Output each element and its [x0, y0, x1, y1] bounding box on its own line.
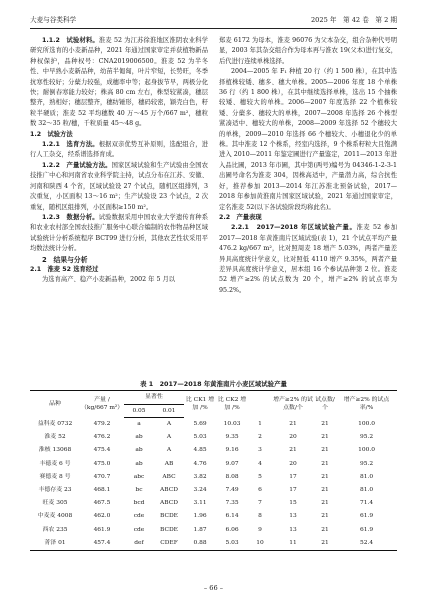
table-cell: cde — [133, 526, 145, 533]
table-cell: 61.9 — [359, 513, 374, 520]
table-row — [30, 431, 397, 444]
table-cell: 7.49 — [225, 487, 239, 494]
table-cell: 17 — [289, 487, 297, 494]
table-cell: 8 — [258, 513, 262, 520]
table-body — [30, 418, 397, 551]
th-sites-total: 试点数/个 — [314, 391, 336, 418]
table-cell: 71.4 — [359, 500, 374, 507]
subheading-breeding-process: 2.1 淮麦 52 选育经过 — [30, 265, 99, 273]
table-cell: 淮麦 52 — [44, 434, 66, 441]
table-cell: 15 — [289, 500, 297, 507]
table-cell: 20 — [289, 460, 297, 467]
table-cell: 457.4 — [80, 537, 124, 551]
table-cell: 81.0 — [359, 473, 374, 480]
table-cell: 11 — [272, 537, 314, 551]
table-cell: 6 — [258, 487, 262, 494]
left-column — [30, 36, 208, 286]
table-cell: 赛德麦 8 号 — [39, 473, 71, 480]
th-variety: 品种 — [30, 391, 80, 418]
table-row — [30, 418, 397, 432]
table-cell: cde — [133, 513, 145, 520]
table-cell: 21 — [321, 420, 329, 427]
para-breeding-method: 1.2.1 选育方法。根据双亲优势互补原则，选配组合，进行人工杂交，经系谱选择育成。 — [30, 141, 208, 159]
table-cell: 旺麦 305 — [42, 500, 68, 507]
section-heading-results: 2 结果与分析 — [42, 255, 88, 264]
table-cell: 1.96 — [193, 513, 207, 520]
th-yield: 产量 /（kg/667 m²） — [80, 391, 124, 418]
table-cell: 5.03 — [193, 434, 207, 441]
table-cell: 1 — [258, 420, 262, 427]
body-columns — [30, 36, 397, 372]
table-cell: 100.0 — [358, 420, 375, 427]
table-cell: A — [166, 421, 172, 427]
para-yield-method: 1.2.2 产量试验方法。国家区域试验和生产试验由全国农技推广中心和河南省农业科学院主持，试点分布在江苏、安徽、河南和陕西 4 个省，区域试验设 27 个试点，随机区组排列，3 次重复，小区面积 13～16 m²；生产试验设 23 个试点，2 次重复，随机区组排列，小区面积≥150 m²。 — [30, 161, 208, 211]
table-cell: 21 — [321, 500, 329, 507]
table-cell: 丰德存麦 23 — [38, 487, 72, 494]
table-cell: 21 — [321, 487, 329, 494]
issue-info: 2025 年 第 42 卷 第 2 期 — [310, 16, 397, 24]
table-cell: CDEF — [154, 537, 184, 551]
table-cell: 9.16 — [225, 447, 239, 454]
yield-table — [30, 390, 397, 551]
table-cell: 20 — [289, 434, 297, 441]
table-cell: 61.9 — [359, 526, 374, 533]
subheading-methods: 1.2 试验方法 — [30, 130, 73, 138]
table-cell: 5 — [258, 473, 262, 480]
table-row — [30, 510, 397, 523]
table-cell: 7.35 — [225, 500, 239, 507]
table-cell: abc — [133, 473, 145, 480]
table-cell: 3.11 — [193, 500, 207, 507]
table-cell: 中麦麦 4008 — [37, 513, 73, 520]
table-cell: 81.0 — [359, 487, 374, 494]
table-cell: 467.5 — [93, 500, 111, 507]
table-cell: 468.1 — [93, 487, 111, 494]
table-cell: ABCD — [160, 500, 178, 507]
table-cell: def — [124, 537, 154, 551]
table-cell: 2 — [258, 434, 262, 441]
table-row — [30, 484, 397, 497]
para-regional-trial: 2.2.1 2017—2018 年区域试验产量。淮麦 52 参加 2017—2018 年黄淮南片区域试验(表 1)，21 个试点平均产量 476.2 kg/667 m²，比对照周麦 18 增产 5.03%，两者产量差异具高度统计学意义，比对照低 4110 增产 9.35%，两者产量差异具高度统计学意义，居本组 16 个参试品种第 2 位。淮麦 52 增产≥2% 的试点数为 20 个，增产≥2% 的试点率为 95.2%。 — [219, 224, 397, 294]
table-cell: 4 — [258, 460, 262, 467]
table-cell: a — [137, 421, 141, 427]
table-cell: 8.08 — [225, 473, 239, 480]
table-cell: 95.2 — [359, 460, 374, 467]
table-cell: 1.87 — [193, 526, 207, 533]
table-1 — [30, 378, 397, 551]
th-vs-ck1: 比 CK1 增加 /% — [184, 391, 216, 418]
table-cell: A — [166, 447, 172, 454]
table-row — [30, 537, 397, 551]
table-cell: 95.2 — [359, 434, 374, 441]
th-significance: 显著性 — [124, 391, 184, 405]
table-cell: 21 — [314, 537, 336, 551]
table-cell: 3.82 — [193, 473, 207, 480]
table-cell: A — [166, 434, 172, 441]
table-cell: 丰徳麦 6 号 — [39, 460, 71, 467]
table-row — [30, 458, 397, 471]
running-header — [30, 14, 397, 26]
table-caption: 表 1 2017—2018 年黄淮南片小麦区域试验产量 — [140, 380, 287, 388]
table-cell: 4.85 — [193, 447, 207, 454]
para-breeding-process: 为选育高产、稳产小麦新品种，2002 年 5 月以 — [42, 276, 176, 284]
table-cell: 4.76 — [193, 460, 207, 467]
table-cell: 21 — [321, 434, 329, 441]
para-material: 1.1.2 试验材料。淮麦 52 为江苏徐淮地区淮阴农业科学研究所选育的小麦新品种，2021 年通过国家审定并获植物新品种权保护，品种权号：CNA20190065​00。淮麦 52 为半冬性、中早熟小麦新品种，幼苗半匍匐，叶片窄短，长势旺，冬季抗寒性较好；分蘖力较强，成穗率中等；起身拔节早，两极分化快；耐倒春寒能力较好；株高 80 cm 左右，株型较紧凑，穗层整齐，熟相好；穗层整齐，穗纺锤形，穗码较密，颖壳白色，籽粒半硬质；淮麦 52 平均穗数 40 万～45 万个/667 m²，穗粒数 32～35 粒/穗，千粒质量 45～48 g。 — [30, 37, 208, 128]
table-cell: 3 — [258, 447, 262, 454]
table-cell: 5.03 — [216, 537, 248, 551]
table-cell: 0.88 — [184, 537, 216, 551]
table-cell: 6.06 — [225, 526, 239, 533]
table-cell: 462.0 — [93, 513, 111, 520]
table-cell: 21 — [321, 460, 329, 467]
table-cell: 9.35 — [225, 434, 239, 441]
table-cell: 21 — [321, 526, 329, 533]
table-cell: 21 — [289, 420, 297, 427]
table-cell: 6.14 — [225, 513, 239, 520]
th-vs-ck2: 比 CK2 增加 /% — [216, 391, 248, 418]
table-cell: ABC — [162, 473, 176, 480]
table-cell: 7 — [258, 500, 262, 507]
table-cell: 益科麦 0732 — [37, 420, 73, 427]
table-cell: 461.9 — [93, 526, 111, 533]
table-cell: ab — [135, 447, 143, 454]
table-cell: 西农 235 — [42, 526, 68, 533]
para-selection: 2004—2005 年 F₁ 种植 20 行（约 1 500 株），在其中选择植株较矮、穗多、穗大单株。2005—2006 年度 18 个单株 36 行（约 1 800 株），在其中继续选择单株，选出 15 个抽株较矮、穗较大的单株。2006—2007 年度选择 22 个植株较矮、分蘖多、穗较大的单株，2007—2008 年选择 26 个株型紧凑适中、穗较大的单株，2008—2009 年选择 52 个穗较大的单株，2009—2010 年选择 66 个穗较大、小穗退化少的单株。其中淮麦 12 个株系，经室内选择，9 个株系籽粒大且饱满进入 2010—2011 年鉴定圃进行产量鉴定，2011—2013 年进入品比圃，2013 年市圃，其中第(两号)编号为 04346-1-2-3-1 出圃号命名为淮麦 304，因株高适中，产量潜力高，综合抗性好，推荐参加 2013—2014 年江苏淮北预备试验，2017—2018 年参加黄淮南片国家区域试验，2021 年通过国家审定，定名淮麦 52(以下各试验阶段均称此名)。 — [219, 68, 397, 211]
table-cell: 5.69 — [193, 420, 207, 427]
table-cell: 13 — [289, 513, 297, 520]
table-cell: 17 — [289, 473, 297, 480]
table-cell: ab — [135, 434, 143, 441]
table-cell: 菁泽 01 — [30, 537, 80, 551]
table-cell: 475.0 — [93, 460, 111, 467]
table-cell: BCDE — [160, 513, 178, 520]
th-sites-up: 增产≥2% 的试点数/个 — [272, 391, 314, 418]
table-cell: 21 — [321, 473, 329, 480]
th-rank — [248, 391, 272, 418]
table-row — [30, 524, 397, 537]
para-cross: 郑麦 6172 为母本，淮麦 96076 为父本杂交，组合杂种代号明显，2003 年其杂交组合作为母本再与淮农 19(父本)进行复交，后代进行连续单株选择。 — [219, 37, 397, 65]
table-cell: 9 — [258, 526, 262, 533]
table-cell: 470.7 — [93, 473, 111, 480]
table-cell: 479.2 — [93, 420, 111, 427]
th-sig-005: 0.05 — [124, 404, 154, 418]
table-row — [30, 471, 397, 484]
para-data-analysis: 1.2.3 数据分析。试验数据采用中国农业大学遗传育种系和农业农村部全国农技推广服务中心联合编制的农作物品种区域试验统计分析系统程序 BCT99 进行分析，其他农艺性状采用平均数法统计分析。 — [30, 213, 208, 253]
table-cell: 100.0 — [358, 447, 375, 454]
table-cell: ab — [135, 460, 143, 467]
right-column — [219, 36, 397, 296]
table-cell: 476.2 — [93, 434, 111, 441]
page-number: – 66 – — [203, 584, 224, 592]
table-cell: ABCD — [160, 487, 178, 494]
header-rule — [30, 28, 397, 29]
table-cell: AB — [164, 460, 174, 467]
table-cell: bc — [135, 487, 143, 494]
table-cell: 3.24 — [193, 487, 207, 494]
table-row — [30, 497, 397, 510]
journal-name: 大麦与谷类科学 — [30, 16, 77, 24]
th-rate: 增产≥2% 的试点率/% — [336, 391, 397, 418]
table-cell: 52.4 — [336, 537, 397, 551]
table-cell: BCDE — [160, 526, 178, 533]
table-cell: 淮核 13068 — [38, 447, 72, 454]
table-cell: bcd — [133, 500, 145, 507]
table-cell: 21 — [289, 447, 297, 454]
table-cell: 21 — [321, 513, 329, 520]
table-cell: 10 — [248, 537, 272, 551]
table-cell: 13 — [289, 526, 297, 533]
table-row — [30, 444, 397, 457]
th-sig-001: 0.01 — [154, 404, 184, 418]
table-cell: 10.03 — [223, 420, 241, 427]
table-cell: 475.4 — [93, 447, 111, 454]
subheading-yield: 2.2 产量表现 — [219, 213, 262, 221]
table-cell: 9.07 — [225, 460, 239, 467]
table-cell: 21 — [321, 447, 329, 454]
